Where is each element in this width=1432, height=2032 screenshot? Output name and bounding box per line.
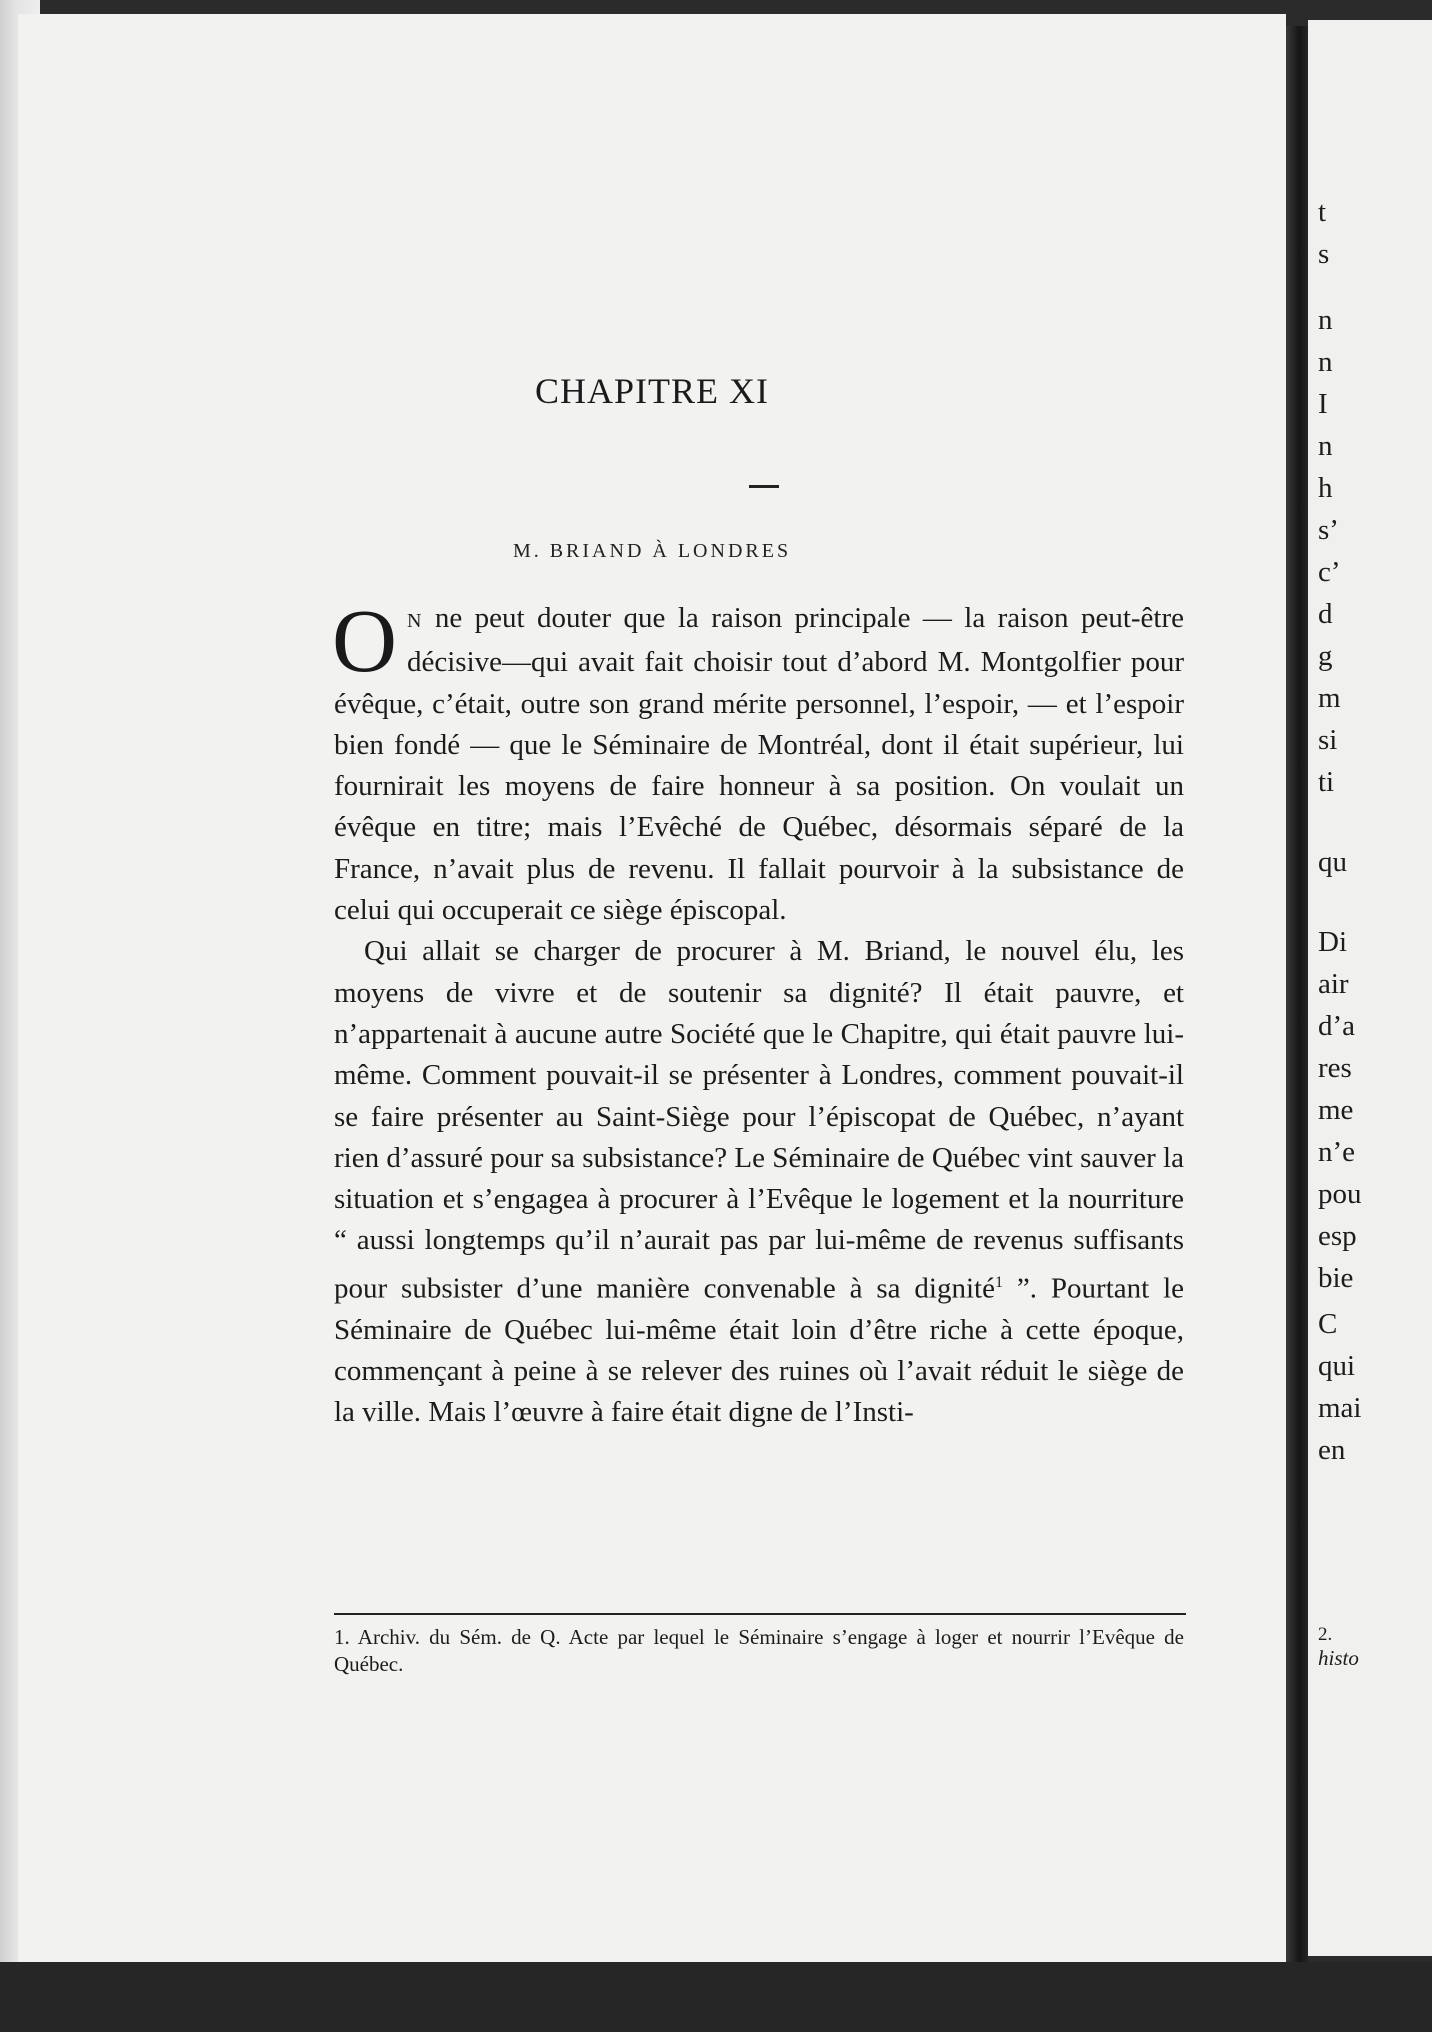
footnote-reference[interactable]: 1 (994, 1273, 1003, 1291)
next-page-fragment: histo (1318, 1646, 1359, 1670)
next-page-fragment: h (1318, 472, 1333, 504)
scan-bottom-band (0, 1962, 1432, 2032)
next-page-fragment: g (1318, 640, 1333, 672)
next-page-fragment: s’ (1318, 514, 1339, 546)
next-page-fragment: I (1318, 388, 1328, 420)
next-page-fragment: C (1318, 1308, 1338, 1340)
next-page-fragment: n (1318, 304, 1333, 336)
chapter-subtitle: M. BRIAND À LONDRES (512, 540, 792, 562)
book-gutter (1286, 26, 1308, 1966)
drop-cap: O (332, 592, 397, 691)
next-page-fragment: pou (1318, 1178, 1362, 1210)
next-page-fragment: n’e (1318, 1136, 1356, 1168)
next-page-fragment: qu (1318, 846, 1347, 878)
next-page-fragment: s (1318, 238, 1330, 270)
chapter-dash (749, 485, 779, 488)
small-caps-letter: N (407, 610, 423, 632)
footnote-rule (334, 1613, 1186, 1615)
next-page-fragment: si (1318, 724, 1338, 756)
next-page-fragment: n (1318, 346, 1333, 378)
next-page-fragment: d (1318, 598, 1333, 630)
paragraph-2-text-b: ”. Pourtant le Séminaire de Québec lui-même était loin d’être riche à cette époque, commençant à peine à se relever des ruines où l’avait réduit le siège de la ville. Mais l’œuvre à faire était digne de l’Insti- (334, 1272, 1185, 1429)
next-page-fragment: d’a (1318, 1010, 1356, 1042)
paragraph-1 (332, 592, 1184, 931)
next-page-fragment: en (1318, 1434, 1346, 1466)
next-page-fragment: me (1318, 1094, 1354, 1126)
next-page-fragment: n (1318, 430, 1333, 462)
paragraph-2-text-a: Qui allait se charger de procurer à M. Briand, le nouvel élu, les moyens de vivre et de soutenir sa dignité? Il était pauvre, et n’appartenait à aucune autre Société que le Chapitre, qui était pauvre lui-même. Comment pouvait-il se présenter à Londres, comment pouvait-il se faire présenter au Saint-Siège pour l’épiscopat de Québec, n’ayant rien d’assuré pour sa subsistance? Le Séminaire de Québec vint sauver la situation et s’engagea à procurer à l’Evêque le logement et la nourriture “ aussi longtemps qu’il n’aurait pas par lui-même de revenus suffisants pour subsister d’une manière convenable à sa dignité (334, 935, 1184, 1305)
next-page-fragment: Di (1318, 926, 1347, 958)
next-page-fragment: mai (1318, 1392, 1362, 1424)
next-page-fragment: air (1318, 968, 1349, 1000)
next-page-fragment: res (1318, 1052, 1352, 1084)
next-page-fragment: ti (1318, 766, 1335, 798)
paragraph-1-text: ne peut douter que la raison principale — la raison peut-être décisive—qui avait fait choisir tout d’abord M. Montgolfier pour évêque, c’était, outre son grand mérite personnel, l’espoir, — et l’espoir bien fondé — que le Séminaire de Montréal, dont il était supérieur, lui fournirait les moyens de faire honneur à sa position. On voulait un évêque en titre; mais l’Evêché de Québec, désormais séparé de la France, n’avait plus de revenu. Il fallait pourvoir à la subsistance de celui qui occuperait ce siège épiscopal. (334, 602, 1184, 927)
footnote: 1. Archiv. du Sém. de Q. Acte par lequel le Séminaire s’engage à loger et nourrir l’Evêque de Québec. (334, 1625, 1184, 1676)
next-page-fragment: 2. (1318, 1624, 1333, 1645)
next-page-fragment: m (1318, 682, 1341, 714)
next-page-edge (1308, 20, 1432, 1956)
next-page-fragment: esp (1318, 1220, 1357, 1252)
next-page-fragment: qui (1318, 1350, 1356, 1382)
next-page-fragment: bie (1318, 1262, 1354, 1294)
chapter-title: CHAPITRE XI (535, 371, 769, 411)
next-page-fragment: c’ (1318, 556, 1341, 588)
body-text (332, 592, 1185, 1434)
next-page-fragment: t (1318, 196, 1327, 228)
paragraph-2 (334, 931, 1184, 1433)
